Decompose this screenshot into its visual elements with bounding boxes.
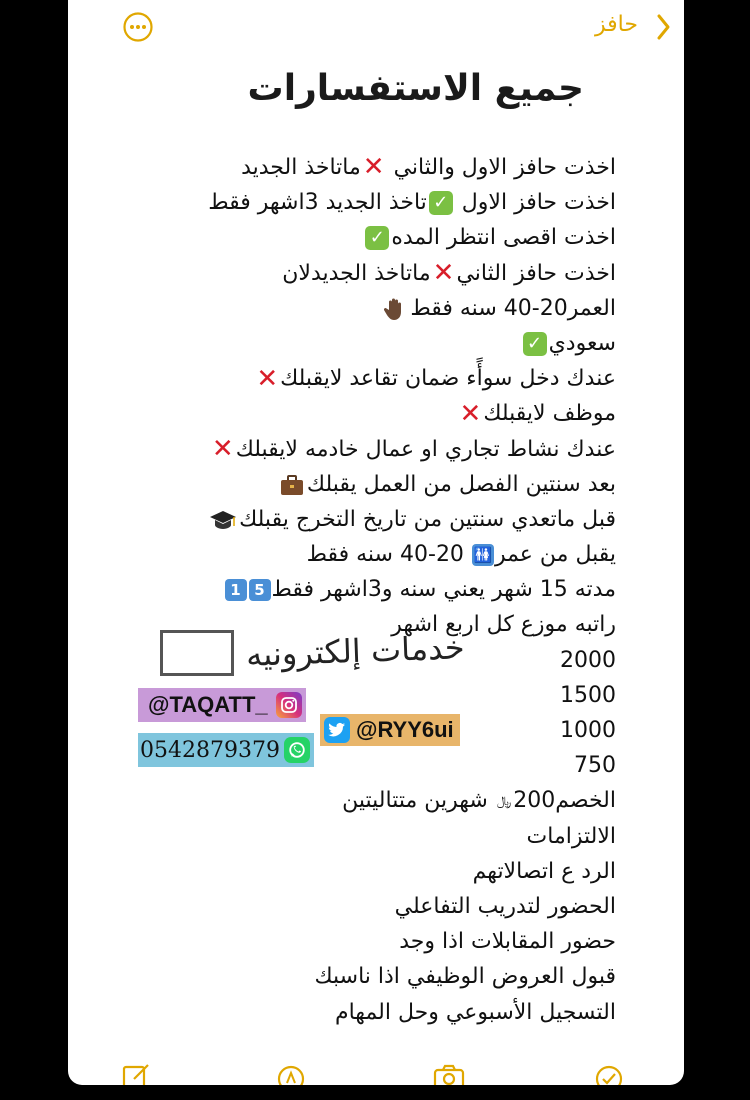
note-line: اخذت اقصى انتظر المده✓ [136,220,616,255]
check-mark-icon: ✓ [365,226,389,250]
raised-hand-icon [382,296,408,322]
note-line: عندك نشاط تجاري او عمال خادمه لايقبلك✕ [136,432,616,467]
note-line: راتبه موزع كل اربع اشهر [391,612,616,638]
bottom-toolbar [68,1055,684,1085]
note-line: اخذت حافز الثاني✕ماتاخذ الجديدلان [136,256,616,291]
cross-mark-icon: ✕ [432,257,455,288]
laptop-frame-icon [160,630,234,676]
twitter-handle: @RYY6ui [320,714,460,746]
note-title: جميع الاستفسارات [247,68,584,109]
notes-screen [68,0,684,1085]
note-line: حضور المقابلات اذا وجد [399,929,616,955]
note-line: قبول العروض الوظيفي اذا ناسبك [314,964,616,990]
riyal-sign-icon: ﷼ [496,793,512,809]
restroom-icon: 🚻 [472,544,494,566]
note-line: 750 [574,753,616,779]
navigation-bar [68,0,684,56]
note-line: التسجيل الأسبوعي وحل المهام [334,999,616,1025]
whatsapp-number: 0542879379 [138,733,314,767]
cross-mark-icon: ✕ [362,152,385,183]
back-button[interactable] [595,12,638,37]
check-mark-icon: ✓ [429,191,453,215]
note-line: الخصم200﷼ شهرين متتاليتين [136,783,616,818]
note-line: اخذت حافز الاول والثاني ✕ماتاخذ الجديد [136,150,616,185]
services-watermark-title: خدمات إلكترونيه [245,628,466,674]
briefcase-icon [279,473,305,497]
note-line: الحضور لتدريب التفاعلي [394,893,616,919]
instagram-handle: @TAQATT_ [138,688,306,722]
note-line: 1500 [560,682,616,708]
graduation-cap-icon [209,508,237,532]
note-line: الرد ع اتصالاتهم [472,858,616,884]
checkmark-circle-icon[interactable] [592,1061,626,1085]
note-line: يقبل من عمر🚻 20-40 سنه فقط [306,542,616,568]
note-line: العمر20-40 سنه فقط [136,291,616,326]
note-line: الالتزامات [526,823,616,849]
note-line: موظف لايقبلك✕ [136,396,616,431]
note-body[interactable] [136,150,616,1030]
instagram-icon [276,692,302,718]
cross-mark-icon: ✕ [256,363,279,394]
note-line: مدته 15 شهر يعني سنه و3اشهر فقط51 [136,572,616,607]
note-line: سعودي✓ [136,326,616,361]
whatsapp-icon [284,737,310,763]
keycap-5-icon: 5 [249,579,271,601]
check-mark-icon: ✓ [523,332,547,356]
back-label: حافز [595,12,638,37]
note-line: قبل ماتعدي سنتين من تاريخ التخرج يقبلك [136,502,616,537]
cross-mark-icon: ✕ [211,433,234,464]
markup-pen-icon[interactable] [274,1061,308,1085]
keycap-1-icon: 1 [225,579,247,601]
note-line: 1000 [560,718,616,743]
camera-icon[interactable] [432,1061,466,1085]
cross-mark-icon: ✕ [459,398,482,429]
ellipsis-circle-icon[interactable] [122,11,154,43]
compose-icon[interactable] [120,1061,154,1085]
note-line: بعد سنتين الفصل من العمل يقبلك [136,467,616,502]
note-line: 2000 [560,647,616,673]
chevron-left-icon[interactable] [648,10,678,44]
twitter-icon [324,717,350,743]
note-line: اخذت حافز الاول ✓تاخذ الجديد 3اشهر فقط [208,190,616,216]
note-line: عندك دخل سوأًء ضمان تقاعد لايقبلك✕ [136,361,616,396]
